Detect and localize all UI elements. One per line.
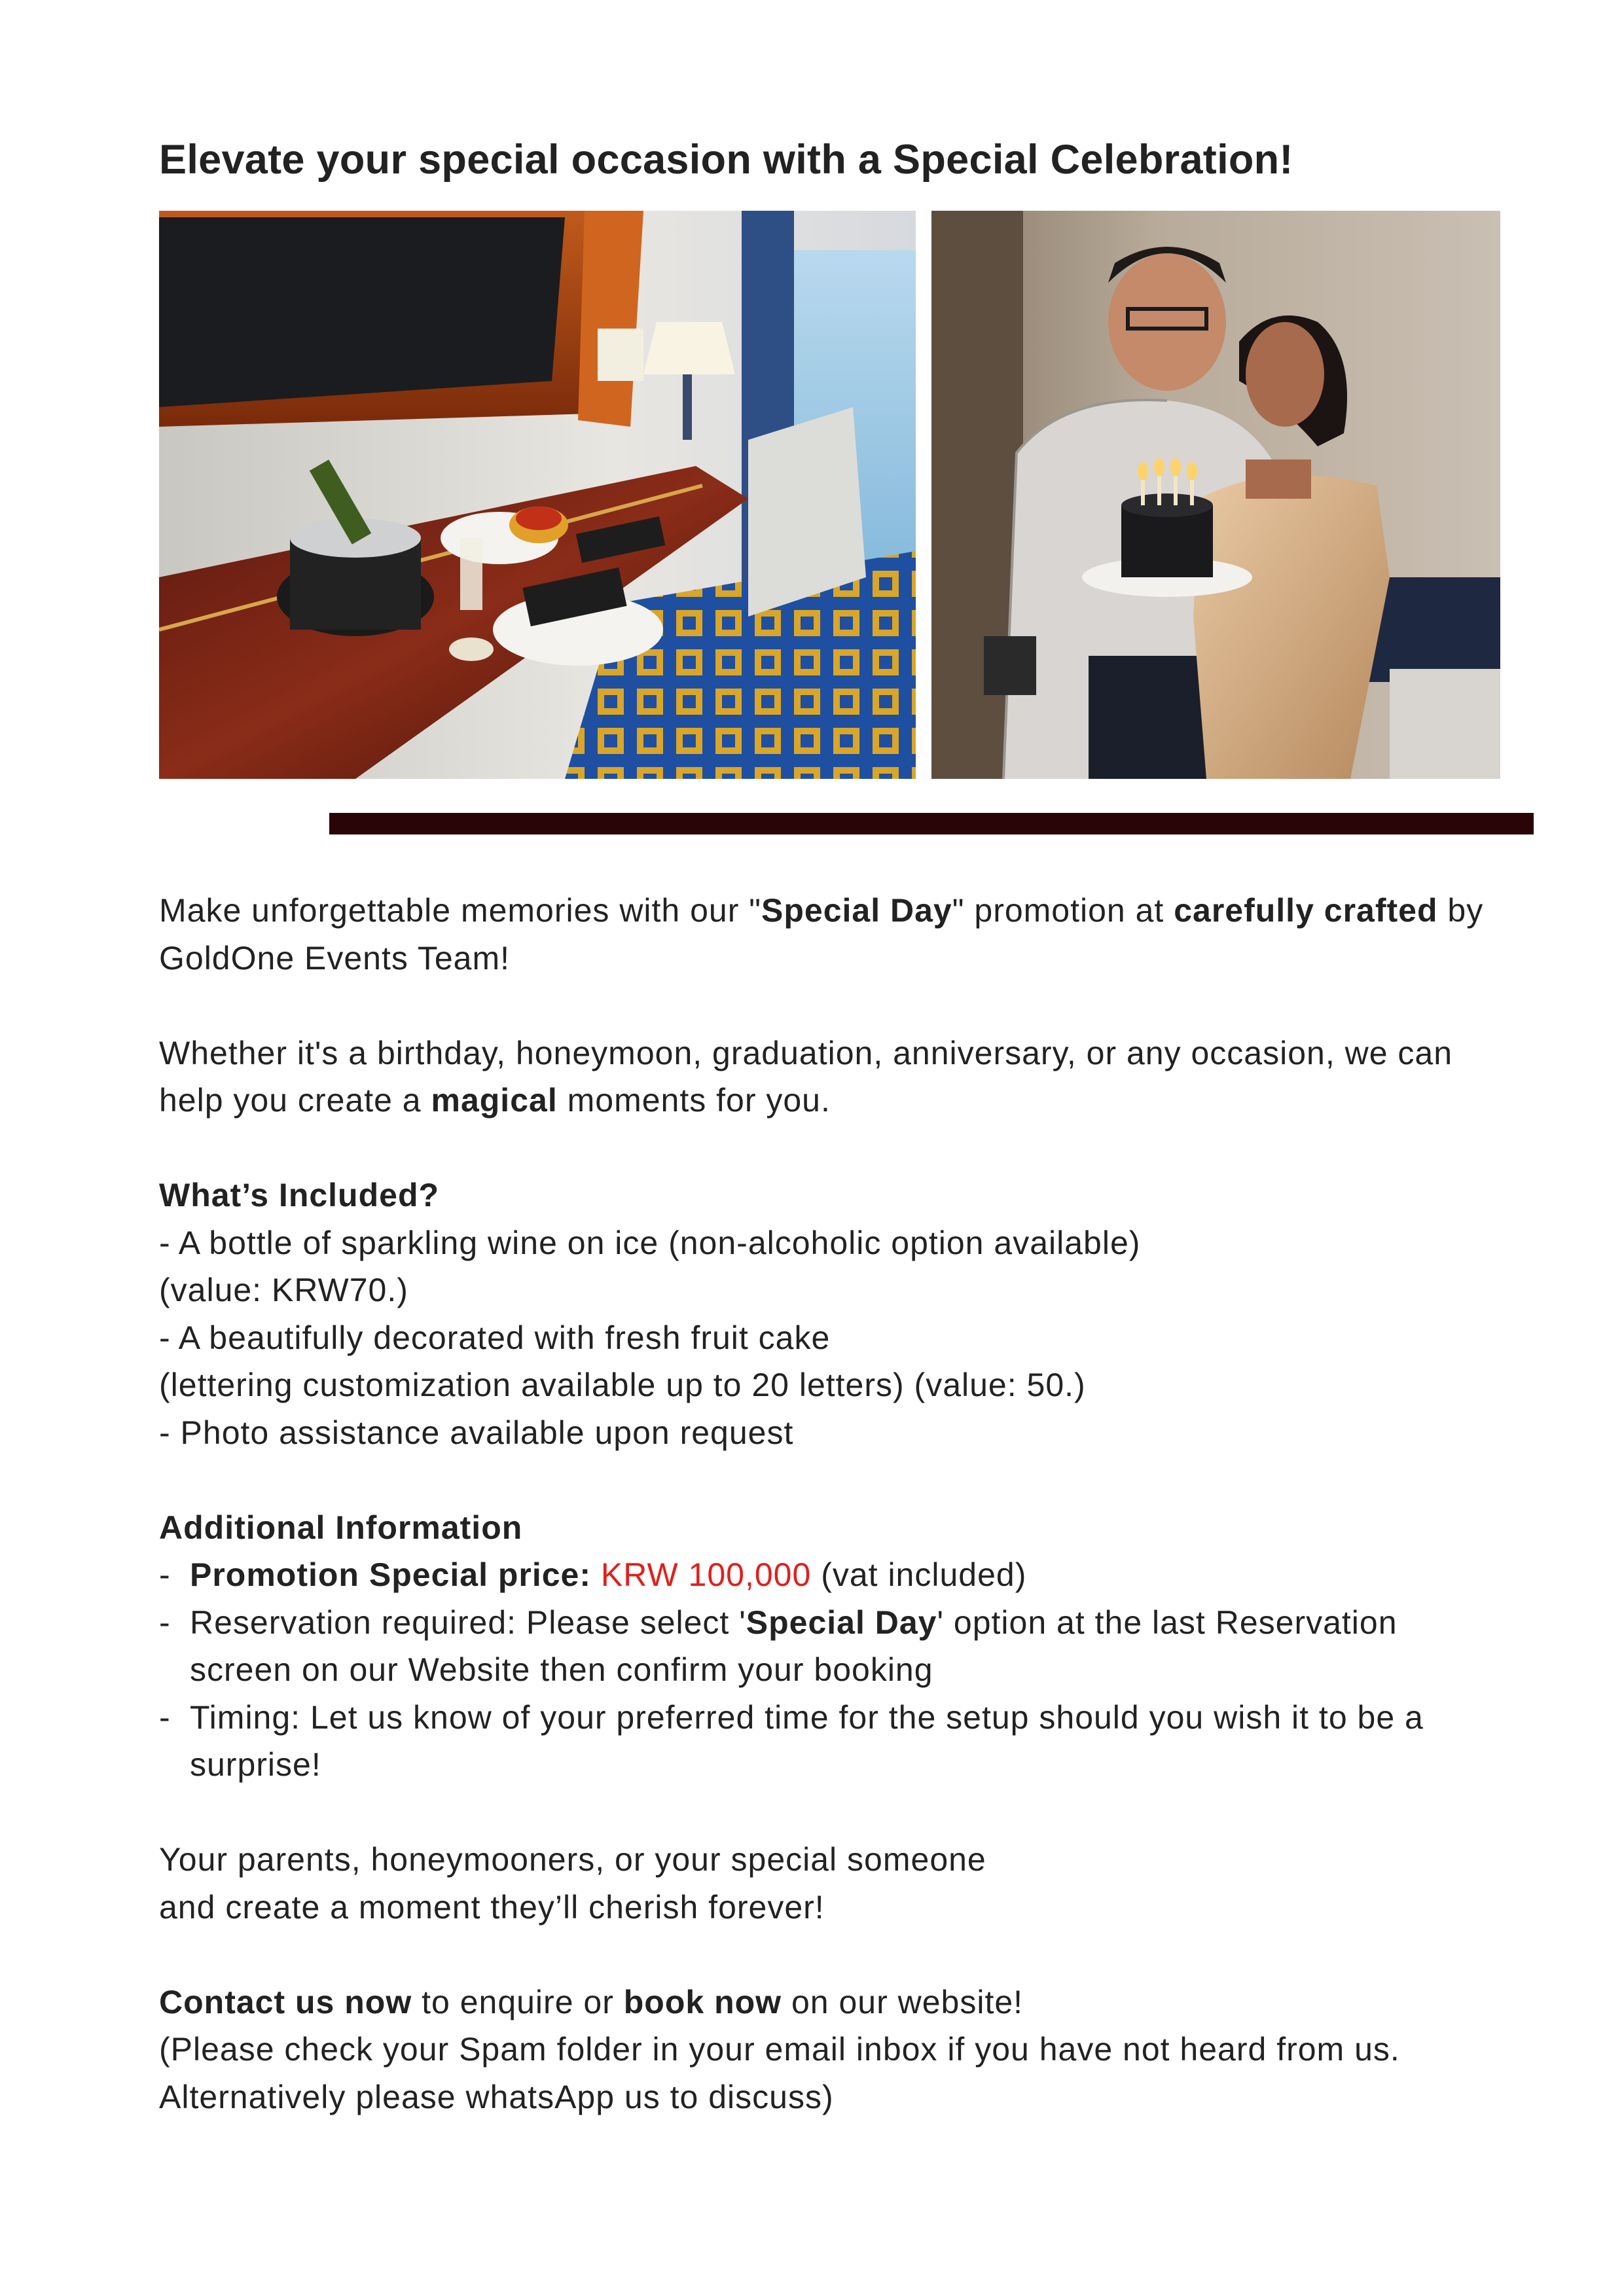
included-heading: What’s Included? [159,1177,440,1213]
promotion-body [159,887,1507,2121]
additional-item-price: - Promotion Special price: KRW 100,000 (vat included) [159,1556,1027,1593]
closing-line-2: and create a moment they’ll cherish forever! [159,1888,825,1926]
intro-paragraph: Make unforgettable memories with our "Special Day" promotion at carefully crafted by GoldOne Events Team! [159,892,1484,977]
additional-item-reservation: - Reservation required: Please select 'Special Day' option at the last Reservation screen on our Website then confirm your booking [159,1604,1398,1688]
page-title: Elevate your special occasion with a Special Celebration! [159,137,1293,183]
hotel-room-photo [159,211,916,779]
included-item-wine: - A bottle of sparkling wine on ice (non-alcoholic option available) [159,1224,1141,1261]
couple-with-cake-photo [931,211,1500,779]
contact-us-now: Contact us now [159,1983,412,2020]
included-item-cake-value: (lettering customization available up to 20 letters) (value: 50.) [159,1367,1086,1403]
spam-note: (Please check your Spam folder in your email inbox if you have not heard from us. Alternatively please whatsApp us to discuss) [159,2031,1400,2115]
closing-line-1: Your parents, honeymooners, or your special someone [159,1841,986,1878]
couple-illustration [931,211,1500,779]
contact-line: Contact us now to enquire or book now on our website! [159,1983,1024,2020]
divider-bar [329,813,1534,834]
book-now: book now [623,1983,782,2020]
price-value: KRW 100,000 [600,1556,812,1593]
included-item-wine-value: (value: KRW70.) [159,1272,408,1308]
hotel-room-illustration [159,211,916,779]
occasion-paragraph: Whether it's a birthday, honeymoon, graduation, anniversary, or any occasion, we can help you create a magical moments for you. [159,1034,1453,1119]
included-item-cake: - A beautifully decorated with fresh fruit cake [159,1319,831,1356]
included-item-photo: - Photo assistance available upon request [159,1414,794,1451]
additional-item-timing: - Timing: Let us know of your preferred time for the setup should you wish it to be a surprise! [159,1698,1424,1783]
additional-heading: Additional Information [159,1509,523,1546]
